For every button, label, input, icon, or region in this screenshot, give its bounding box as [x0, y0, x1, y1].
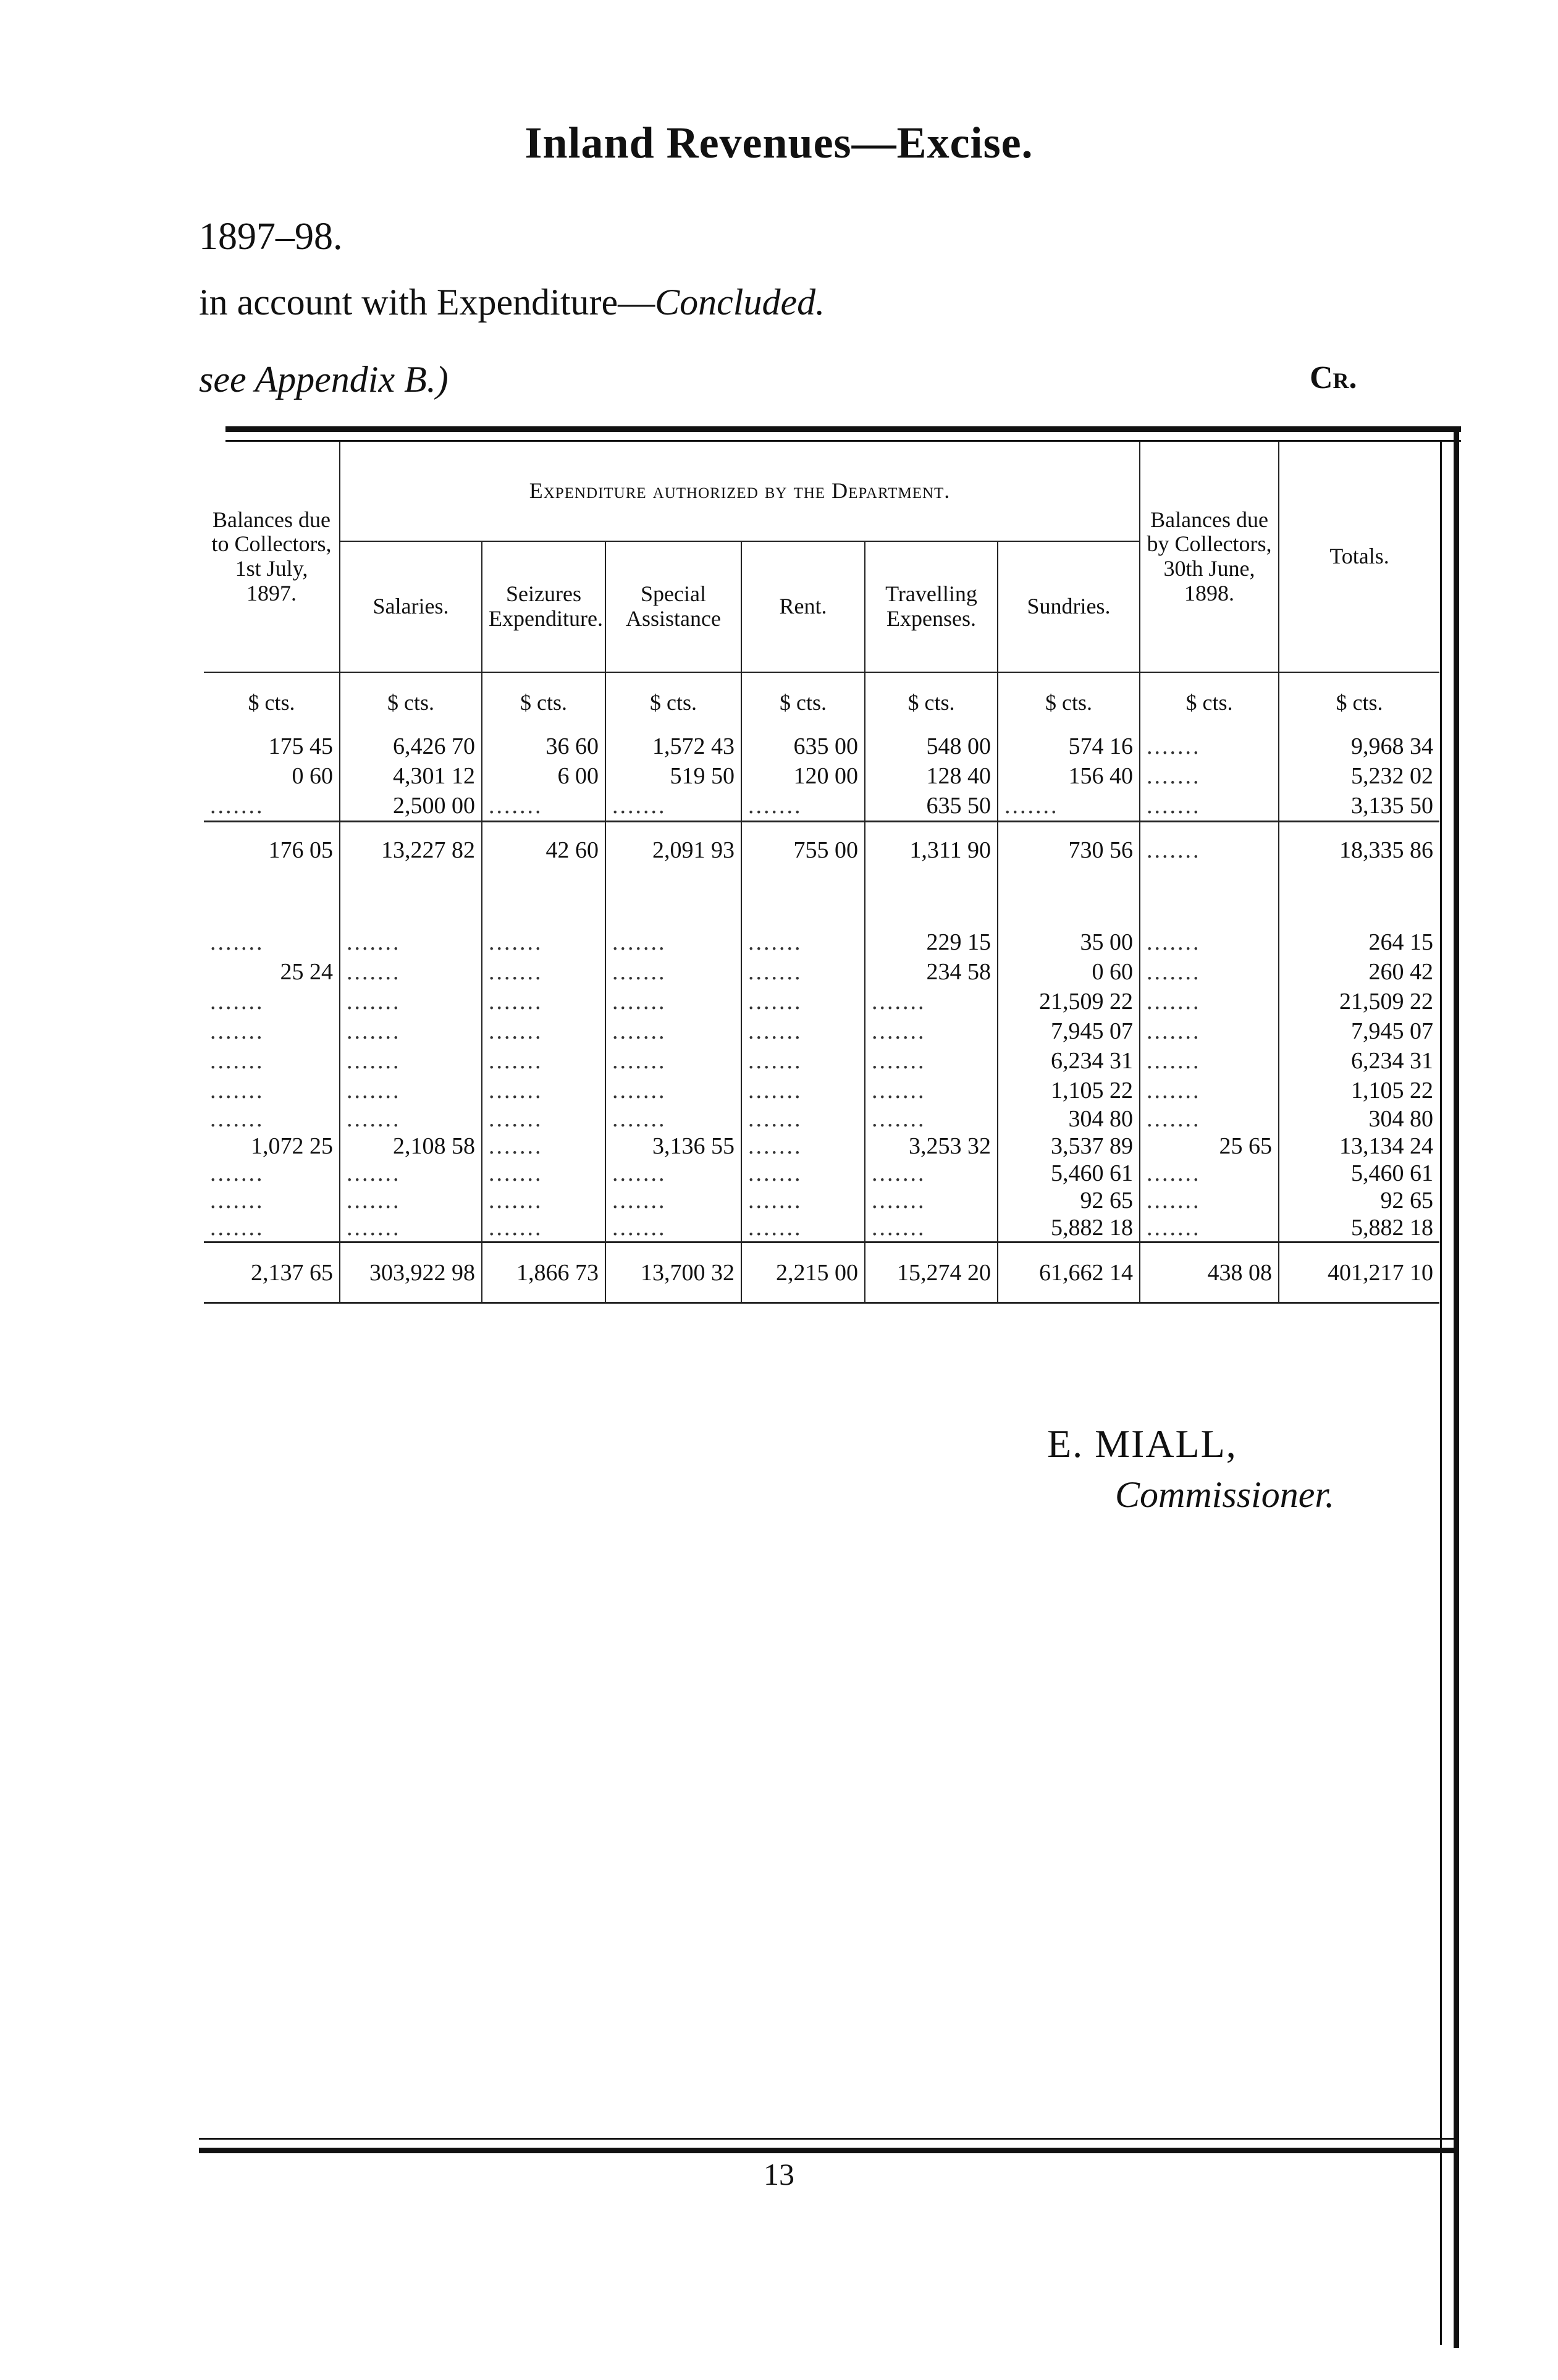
table-cell: .......: [340, 1187, 482, 1214]
account-heading: [199, 281, 825, 324]
table-cell: 730 56: [998, 822, 1140, 879]
table-cell: .......: [741, 1160, 865, 1187]
table-cell: 304 80: [1368, 1106, 1434, 1132]
table-cell: 2,500 00: [340, 791, 482, 822]
table-row: [204, 987, 1439, 1016]
table-cell: 2,091 93: [605, 822, 741, 879]
table-cell: 5,460 61: [1351, 1160, 1434, 1186]
table-cell: 13,700 32: [605, 1243, 741, 1303]
table-cell: 7,945 07: [998, 1016, 1140, 1046]
page-number: 13: [764, 2157, 794, 2192]
table-cell: .......: [605, 957, 741, 987]
table-cell: .......: [482, 1105, 605, 1133]
table-cell: 755 00: [741, 822, 865, 879]
currency-label: $ cts.: [741, 672, 865, 732]
table-cell: 6,426 70: [340, 732, 482, 761]
subtotal-row: [204, 822, 1439, 879]
table-cell: .......: [605, 1160, 741, 1187]
table-cell: 5,882 18: [998, 1214, 1140, 1243]
table-cell: 13,134 24: [1339, 1133, 1434, 1159]
frame-rule-bottom: [199, 2148, 1459, 2153]
table-row: [204, 1046, 1439, 1076]
table-cell: 6 00: [482, 761, 605, 791]
table-cell: 304 80: [998, 1105, 1140, 1133]
table-cell: 4,301 12: [340, 761, 482, 791]
col-header-travelling: Travelling Expenses.: [865, 541, 998, 672]
page-title: Inland Revenues—Excise.: [524, 118, 1034, 167]
table-cell: 574 16: [998, 732, 1140, 761]
table-cell: 175 45: [204, 732, 340, 761]
table-cell: .......: [865, 1046, 998, 1076]
table-cell: 128 40: [865, 761, 998, 791]
table-cell: 61,662 14: [998, 1243, 1140, 1303]
table-cell: 548 00: [865, 732, 998, 761]
table-cell: 6,234 31: [998, 1046, 1140, 1076]
table-cell: .......: [204, 1214, 340, 1243]
frame-rule-top: [225, 426, 1461, 432]
table-cell: .......: [340, 1160, 482, 1187]
table-cell: 0 60: [998, 957, 1140, 987]
table-cell: .......: [605, 1046, 741, 1076]
table-cell: .......: [1140, 1046, 1279, 1076]
appendix-reference: see Appendix B.): [199, 359, 448, 400]
table-cell: .......: [204, 1160, 340, 1187]
table-cell: .......: [1140, 761, 1279, 791]
table-cell: .......: [482, 1076, 605, 1105]
table-cell: 401,217 10: [1279, 1243, 1439, 1303]
fiscal-year: 1897–98.: [199, 216, 343, 258]
table-cell: .......: [605, 1214, 741, 1243]
currency-label: $ cts.: [482, 672, 605, 732]
table-cell: .......: [741, 1046, 865, 1076]
table-cell: .......: [204, 1187, 340, 1214]
table-cell: 1,866 73: [482, 1243, 605, 1303]
table-cell: .......: [340, 1076, 482, 1105]
table-cell: 2,108 58: [340, 1133, 482, 1160]
table-cell: .......: [482, 927, 605, 957]
col-header-salaries: Salaries.: [340, 541, 482, 672]
table-cell: .......: [204, 1016, 340, 1046]
table-cell: 92 65: [1380, 1188, 1434, 1213]
table-cell: .......: [482, 1214, 605, 1243]
table-cell: 0 60: [204, 761, 340, 791]
table-cell: 234 58: [865, 957, 998, 987]
table-cell: .......: [1140, 987, 1279, 1016]
table-row: [204, 1214, 1439, 1243]
spacer-row: [204, 878, 1439, 927]
table-cell: 156 40: [998, 761, 1140, 791]
frame-rule-right: [1454, 426, 1459, 2348]
table-cell: .......: [605, 1076, 741, 1105]
table-cell: .......: [741, 791, 865, 822]
table-cell: .......: [605, 791, 741, 822]
table-row: [204, 927, 1439, 957]
table-cell: .......: [865, 1214, 998, 1243]
table-cell: 7,945 07: [1351, 1018, 1434, 1044]
table-cell: .......: [340, 1214, 482, 1243]
table-cell: .......: [865, 1187, 998, 1214]
col-header-balances-due-to: Balances due to Collectors, 1st July, 1897.: [204, 442, 340, 672]
table-cell: 1,572 43: [605, 732, 741, 761]
table-cell: .......: [482, 957, 605, 987]
col-header-totals: Totals.: [1279, 442, 1439, 672]
table-cell: 5,882 18: [1351, 1215, 1434, 1241]
table-cell: .......: [865, 1076, 998, 1105]
table-cell: 120 00: [741, 761, 865, 791]
table-cell: 25 24: [204, 957, 340, 987]
table-cell: .......: [1140, 1105, 1279, 1133]
table-cell: 21,509 22: [998, 987, 1140, 1016]
table-cell: 25 65: [1140, 1133, 1279, 1160]
currency-label: $ cts.: [1140, 672, 1279, 732]
table-cell: .......: [741, 1214, 865, 1243]
table-row: [204, 761, 1439, 791]
table-cell: 3,135 50: [1351, 793, 1434, 819]
table-cell: 6,234 31: [1351, 1048, 1434, 1074]
table-cell: .......: [204, 1076, 340, 1105]
table-row: [204, 1160, 1439, 1187]
account-suffix: Concluded.: [655, 282, 825, 323]
table-cell: .......: [605, 1105, 741, 1133]
table-cell: 1,105 22: [998, 1076, 1140, 1105]
table-cell: .......: [741, 1105, 865, 1133]
table-cell: .......: [1140, 1187, 1279, 1214]
table-cell: .......: [605, 987, 741, 1016]
col-header-rent: Rent.: [741, 541, 865, 672]
currency-label: $ cts.: [340, 672, 482, 732]
table-cell: .......: [1140, 791, 1279, 822]
table-row: [204, 791, 1439, 822]
table-cell: 635 50: [865, 791, 998, 822]
expenditure-table: [204, 442, 1439, 1304]
table-cell: .......: [1140, 1160, 1279, 1187]
currency-label: $ cts.: [998, 672, 1140, 732]
table-cell: .......: [482, 1016, 605, 1046]
table-cell: .......: [482, 1187, 605, 1214]
credit-side-label: Cr.: [1310, 360, 1357, 395]
table-row: [204, 1016, 1439, 1046]
table-cell: .......: [1140, 927, 1279, 957]
table-cell: .......: [340, 1105, 482, 1133]
table-cell: .......: [1140, 1214, 1279, 1243]
table-cell: .......: [998, 791, 1140, 822]
table-cell: 3,537 89: [998, 1133, 1140, 1160]
table-cell: 1,105 22: [1351, 1078, 1434, 1103]
table-row: [204, 1105, 1439, 1133]
table-cell: .......: [204, 1046, 340, 1076]
table-cell: .......: [482, 791, 605, 822]
col-header-seizures: Seizures Expenditure.: [482, 541, 605, 672]
table-cell: 1,072 25: [204, 1133, 340, 1160]
table-cell: .......: [482, 1133, 605, 1160]
table-row: [204, 957, 1439, 987]
table-cell: .......: [865, 1016, 998, 1046]
table-cell: 635 00: [741, 732, 865, 761]
table-cell: .......: [865, 1160, 998, 1187]
table-cell: 5,460 61: [998, 1160, 1140, 1187]
group-header-expenditure: Expenditure authorized by the Department.: [340, 442, 1140, 541]
currency-label: $ cts.: [865, 672, 998, 732]
table-cell: 92 65: [998, 1187, 1140, 1214]
grand-total-row: [204, 1243, 1439, 1303]
table-cell: .......: [340, 987, 482, 1016]
currency-label: $ cts.: [204, 672, 340, 732]
table-cell: .......: [605, 1187, 741, 1214]
table-cell: 18,335 86: [1279, 822, 1439, 879]
table-cell: .......: [340, 957, 482, 987]
table-cell: .......: [340, 1046, 482, 1076]
table-cell: .......: [1140, 1016, 1279, 1046]
table-cell: 229 15: [865, 927, 998, 957]
table-cell: .......: [865, 1105, 998, 1133]
table-cell: 3,136 55: [605, 1133, 741, 1160]
table-row: [204, 1133, 1439, 1160]
col-header-balances-due-by: Balances due by Collectors, 30th June, 1898.: [1140, 442, 1279, 672]
table-cell: .......: [340, 1016, 482, 1046]
table-cell: 36 60: [482, 732, 605, 761]
table-cell: 15,274 20: [865, 1243, 998, 1303]
table-cell: .......: [204, 987, 340, 1016]
table-cell: 13,227 82: [340, 822, 482, 879]
table-cell: 5,232 02: [1351, 763, 1434, 789]
table-cell: 42 60: [482, 822, 605, 879]
table-cell: .......: [741, 1187, 865, 1214]
table-cell: 21,509 22: [1339, 989, 1434, 1015]
signature-name: E. MIALL,: [1047, 1422, 1237, 1466]
table-cell: 264 15: [1368, 929, 1434, 955]
table-cell: 1,311 90: [865, 822, 998, 879]
table-cell: .......: [204, 927, 340, 957]
table-cell: 519 50: [605, 761, 741, 791]
table-cell: .......: [605, 927, 741, 957]
table-cell: .......: [1140, 957, 1279, 987]
currency-label: $ cts.: [605, 672, 741, 732]
table-cell: 438 08: [1140, 1243, 1279, 1303]
table-cell: .......: [741, 1016, 865, 1046]
frame-rule-bottom-thin: [199, 2138, 1459, 2140]
table-cell: .......: [340, 927, 482, 957]
table-cell: .......: [865, 987, 998, 1016]
currency-label: $ cts.: [1336, 690, 1383, 715]
table-cell: 2,137 65: [204, 1243, 340, 1303]
table-cell: 2,215 00: [741, 1243, 865, 1303]
account-prefix: in account with Expenditure—: [199, 282, 655, 323]
table-cell: .......: [1140, 732, 1279, 761]
table-row: [204, 1076, 1439, 1105]
table-cell: 9,968 34: [1351, 733, 1434, 759]
frame-rule-right-thin: [1440, 442, 1442, 2345]
table-cell: .......: [204, 791, 340, 822]
col-header-sundries: Sundries.: [998, 541, 1140, 672]
table-cell: .......: [741, 1076, 865, 1105]
col-header-special: Special Assistance: [605, 541, 741, 672]
table-cell: .......: [1140, 1076, 1279, 1105]
table-cell: 303,922 98: [340, 1243, 482, 1303]
table-cell: .......: [482, 1046, 605, 1076]
table-cell: 35 00: [998, 927, 1140, 957]
table-cell: .......: [482, 1160, 605, 1187]
table-cell: .......: [741, 987, 865, 1016]
table-cell: .......: [741, 927, 865, 957]
table-cell: 3,253 32: [865, 1133, 998, 1160]
table-cell: .......: [204, 1105, 340, 1133]
table-cell: 176 05: [204, 822, 340, 879]
signature-title: Commissioner.: [1115, 1474, 1335, 1515]
table-row: [204, 1187, 1439, 1214]
table-cell: .......: [1140, 822, 1279, 879]
table-cell: .......: [741, 957, 865, 987]
table-cell: .......: [605, 1016, 741, 1046]
table-row: [204, 732, 1439, 761]
table-cell: .......: [741, 1133, 865, 1160]
table-cell: 260 42: [1368, 959, 1434, 985]
table-cell: .......: [482, 987, 605, 1016]
